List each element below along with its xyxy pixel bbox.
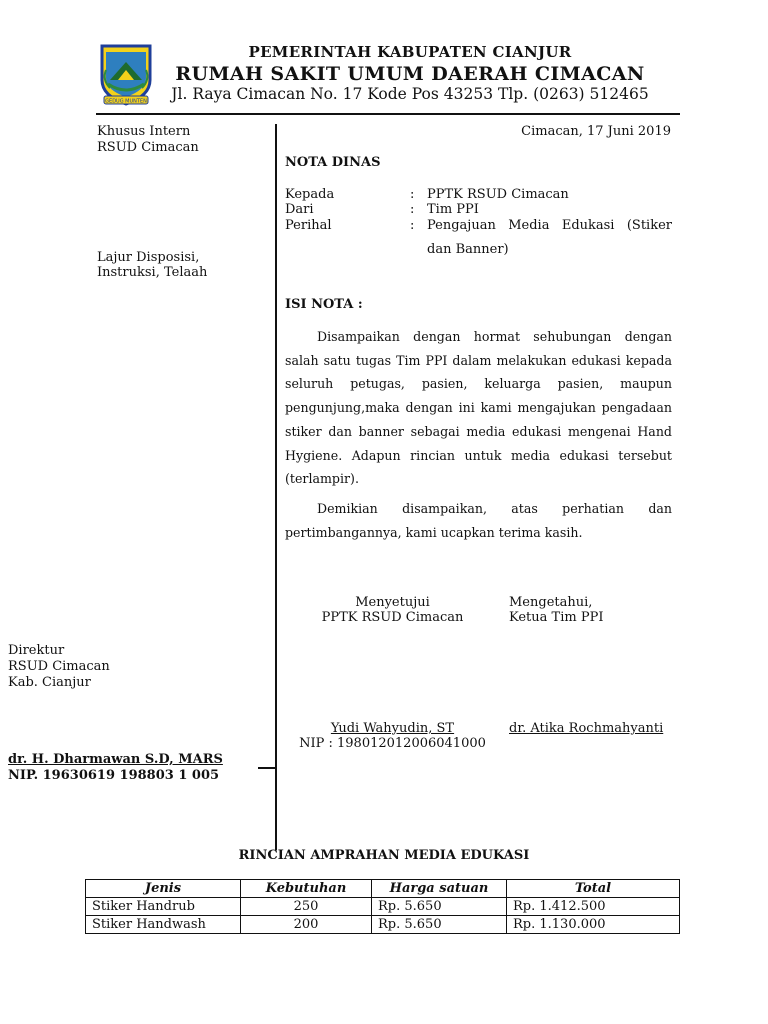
dari-colon: : <box>410 202 415 217</box>
perihal-value-line2: dan Banner) <box>427 242 509 257</box>
lajur-instruksi-label: Instruksi, Telaah <box>97 265 208 280</box>
column-header-total: Total <box>507 880 680 898</box>
sign-left-role: PPTK RSUD Cimacan <box>321 610 464 625</box>
table-row <box>86 916 680 934</box>
rincian-title: RINCIAN AMPRAHAN MEDIA EDUKASI <box>238 848 530 863</box>
table-header-row <box>86 880 680 898</box>
khusus-intern-unit: RSUD Cimacan <box>97 140 199 155</box>
kepada-label: Kepada <box>285 187 335 202</box>
header-address: Jl. Raya Cimacan No. 17 Kode Pos 43253 Tlp. (0263) 512465 <box>171 85 649 103</box>
regency-emblem-logo <box>96 40 156 108</box>
khusus-intern-label: Khusus Intern <box>97 124 191 139</box>
header-government: PEMERINTAH KABUPATEN CIANJUR <box>248 43 572 61</box>
direktur-kab: Kab. Cianjur <box>8 675 91 690</box>
kepada-value: PPTK RSUD Cimacan <box>427 187 569 202</box>
cell-harga-satuan: Rp. 5.650 <box>372 898 507 916</box>
perihal-colon: : <box>410 218 415 233</box>
sign-right-name: dr. Atika Rochmahyanti <box>509 721 664 736</box>
header-divider <box>96 113 680 115</box>
column-header-jenis: Jenis <box>86 880 241 898</box>
memo-title: NOTA DINAS <box>285 155 381 170</box>
sign-left-nip: NIP : 198012012006041000 <box>299 736 486 751</box>
cell-total: Rp. 1.412.500 <box>507 898 680 916</box>
lajur-disposisi-label: Lajur Disposisi, <box>97 250 200 265</box>
place-date: Cimacan, 17 Juni 2019 <box>521 124 671 139</box>
column-divider <box>275 124 277 850</box>
cell-jenis: Stiker Handwash <box>86 916 241 934</box>
dari-value: Tim PPI <box>427 202 479 217</box>
direktur-title: Direktur <box>8 643 65 658</box>
cell-kebutuhan: 250 <box>241 898 372 916</box>
memo-body-paragraph-1: Disampaikan dengan hormat sehubungan dengan salah satu tugas Tim PPI dalam melakukan edukasi kepada seluruh petugas, pasien, keluarga pasien, maupun pengunjung,maka dengan ini kami mengajukan pengadaan stiker dan banner sebagai media edukasi mengenai Hand Hygiene. Adapun rincian untuk media edukasi tersebut (terlampir). <box>285 329 672 487</box>
dari-label: Dari <box>285 202 314 217</box>
header-hospital-name: RUMAH SAKIT UMUM DAERAH CIMACAN <box>175 63 645 85</box>
isi-nota-title: ISI NOTA : <box>285 297 363 312</box>
direktur-nip: NIP. 19630619 198803 1 005 <box>8 768 220 783</box>
rincian-table <box>85 879 680 934</box>
perihal-value-line1: Pengajuan Media Edukasi (Stiker <box>427 218 672 233</box>
cell-jenis: Stiker Handrub <box>86 898 241 916</box>
sign-left-name: Yudi Wahyudin, ST <box>330 721 455 736</box>
cell-kebutuhan: 200 <box>241 916 372 934</box>
cell-total: Rp. 1.130.000 <box>507 916 680 934</box>
direktur-unit: RSUD Cimacan <box>8 659 110 674</box>
sign-right-heading: Mengetahui, <box>509 595 593 610</box>
svg-text:GEDUG MUNTEN: GEDUG MUNTEN <box>105 98 147 105</box>
perihal-label: Perihal <box>285 218 332 233</box>
direktur-name: dr. H. Dharmawan S.D, MARS <box>8 752 223 767</box>
cell-harga-satuan: Rp. 5.650 <box>372 916 507 934</box>
kepada-colon: : <box>410 187 415 202</box>
sign-left-heading: Menyetujui <box>355 595 430 610</box>
column-header-kebutuhan: Kebutuhan <box>241 880 372 898</box>
table-row <box>86 898 680 916</box>
divider-tick <box>258 767 275 769</box>
sign-right-role: Ketua Tim PPI <box>509 610 604 625</box>
column-header-harga-satuan: Harga satuan <box>372 880 507 898</box>
memo-body-paragraph-2: Demikian disampaikan, atas perhatian dan pertimbangannya, kami ucapkan terima kasih. <box>285 501 672 540</box>
